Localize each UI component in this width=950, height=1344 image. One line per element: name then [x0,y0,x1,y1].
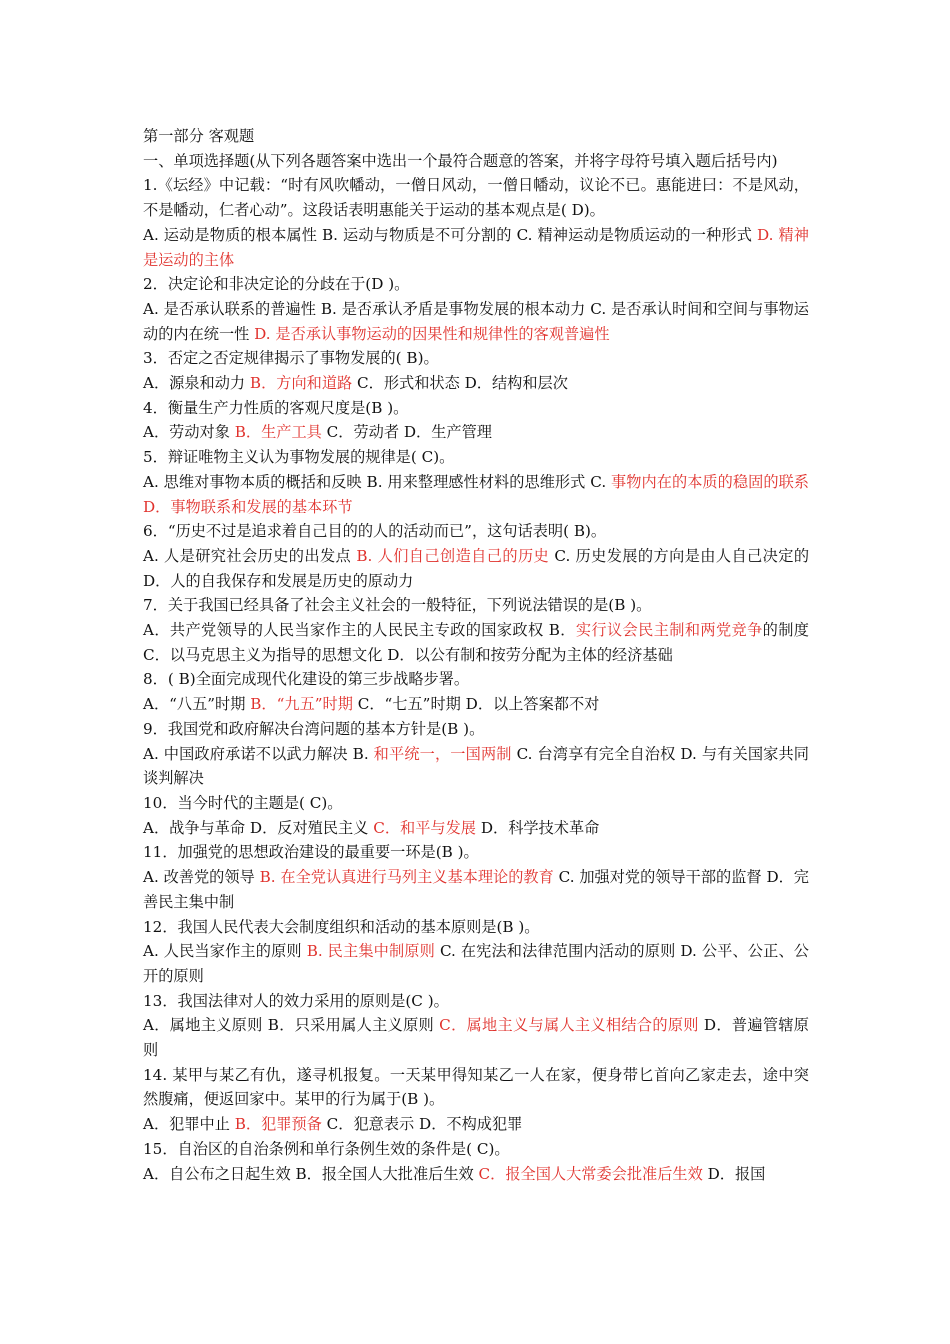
question-stem: 1.《坛经》中记载：“时有风吹幡动，一僧日风动，一僧日幡动，议论不已。惠能进曰：不是风动，不是幡动，仁者心动”。这段话表明惠能关于运动的基本观点是( D)。 [143,176,809,220]
option-text: C．犯意表示 D．不构成犯罪 [321,1115,523,1134]
question-stem: 9．我国党和政府解决台湾问题的基本方针是(B )。 [143,719,485,738]
correct-answer-text: B．犯罪预备 [234,1115,322,1134]
question-options [143,544,809,593]
question-stem: 2．决定论和非决定论的分歧在于(D )。 [143,275,410,294]
option-text: A. 思维对事物本质的概括和反映 B. 用来整理感性材料的思维形式 C. [143,472,612,491]
document-page [143,124,809,1186]
question-options [143,1013,809,1062]
question-options [143,742,809,791]
option-text: D．报国 [702,1164,766,1183]
option-text: C. 台湾享有完全自治权 D. 与有关国家共同谈判解决 [143,744,809,788]
correct-answer-text: B. 民主集中制原则 [306,942,435,961]
correct-answer-text: C．和平与发展 [373,818,476,837]
part-title: 第一部分 客观题 [143,127,255,145]
question-stem: 15．自治区的自治条例和单行条例生效的条件是( C)。 [143,1139,510,1158]
option-text: A. 改善党的领导 [143,868,260,887]
correct-answer-text: B. 人们自己创造自己的历史 [356,546,550,565]
option-text: A．“八五”时期 [143,695,251,714]
question-options [143,816,809,841]
question-stem: 13．我国法律对人的效力采用的原则是(C )。 [143,991,449,1010]
question-stem: 3．否定之否定规律揭示了事物发展的( B)。 [143,349,439,368]
option-text: C. 加强对党的领导干部的监督 D．完善民主集中制 [143,868,809,911]
question-stem: 6．“历史不过是追求着自己目的的人的活动而已”，这句话表明( B)。 [143,522,607,541]
question-stem: 14. 某甲与某乙有仇，遂寻机报复。一天某甲得知某乙一人在家，便身带匕首向乙家走去，途中突然腹痛，便返回家中。某甲的行为属于(B )。 [143,1065,809,1109]
question-options [143,692,809,717]
correct-answer-text: C．报全国人大常委会批准后生效 [478,1164,703,1183]
question-options [143,939,809,988]
question-options [143,1112,809,1137]
correct-answer-text: B．方向和道路 [249,374,353,393]
option-text: C．劳动者 D．生产管理 [321,423,492,442]
option-text: A．共产党领导的人民当家作主的人民民主专政的国家政权 B． [143,621,576,640]
question-options [143,297,809,346]
question-stem: 10．当今时代的主题是( C)。 [143,793,343,812]
option-text: D．普遍管辖原则 [143,1016,809,1060]
option-text: A. 人民当家作主的原则 [143,942,307,961]
option-text: A. 人是研究社会历史的出发点 [143,546,357,565]
option-text: A．自公布之日起生效 B．报全国人大批准后生效 [143,1164,479,1183]
option-text: C．形式和状态 D．结构和层次 [352,374,568,393]
option-text: D．科学技术革命 [476,818,600,837]
question-options [143,865,809,914]
correct-answer-text: C．属地主义与属人主义相结合的原则 [439,1016,699,1035]
question-options [143,371,809,396]
option-text: A．源泉和动力 [143,374,250,393]
option-text: A．属地主义原则 B．只采用属人主义原则 [143,1016,440,1035]
question-stem: 11．加强党的思想政治建设的最重要一环是(B )。 [143,843,479,862]
question-options [143,470,809,519]
question-stem: 5．辩证唯物主义认为事物发展的规律是( C)。 [143,448,455,467]
question-stem: 7．关于我国已经具备了社会主义社会的一般特征，下列说法错误的是(B )。 [143,596,652,615]
correct-answer-text: D. 是否承认事物运动的因果性和规律性的客观普遍性 [254,324,610,343]
correct-answer-text: 和平统一，一国两制 [373,744,512,763]
correct-answer-text: B．“九五”时期 [250,695,353,714]
correct-answer-text: B．生产工具 [234,423,322,442]
question-stem: 12．我国人民代表大会制度组织和活动的基本原则是(B )。 [143,917,540,936]
correct-answer-text: 事物内在的本质的稳固的联系 D．事物联系和发展的基本环节 [143,472,809,516]
option-text: A. 是否承认联系的普遍性 B. 是否承认矛盾是事物发展的根本动力 C. 是否承认时间和空间与事物运动的内在统一性 [143,299,809,343]
option-text: A．战争与革命 D．反对殖民主义 [143,818,374,837]
correct-answer-text: B. 在全党认真进行马列主义基本理论的教育 [259,868,554,887]
option-text: C. 在宪法和法律范围内活动的原则 D. 公平、公正、公开的原则 [143,942,809,985]
option-text: C．“七五”时期 D．以上答案都不对 [352,695,600,714]
correct-answer-text: D. 精神是运动的主体 [143,225,809,269]
question-stem: 8．( B)全面完成现代化建设的第三步战略步署。 [143,670,470,689]
option-text: 的制度 C．以马克思主义为指导的思想文化 D．以公有制和按劳分配为主体的经济基础 [143,621,809,664]
option-text: A．犯罪中止 [143,1115,235,1134]
question-options [143,618,809,667]
correct-answer-text: 实行议会民主制和两党竞争 [575,621,763,640]
option-text: A. 运动是物质的根本属性 B. 运动与物质是不可分割的 C. 精神运动是物质运动的一种形式 [143,225,758,244]
question-options [143,420,809,445]
question-options [143,1162,809,1187]
question-stem: 4．衡量生产力性质的客观尺度是(B )。 [143,398,409,417]
option-text: A．劳动对象 [143,423,235,442]
option-text: C. 历史发展的方向是由人自己决定的 D．人的自我保存和发展是历史的原动力 [143,546,810,590]
instructions: 一、单项选择题(从下列各题答案中选出一个最符合题意的答案，并将字母符号填入题后括号内) [143,151,778,170]
question-options [143,223,809,272]
option-text: A. 中国政府承诺不以武力解决 B. [143,744,374,763]
